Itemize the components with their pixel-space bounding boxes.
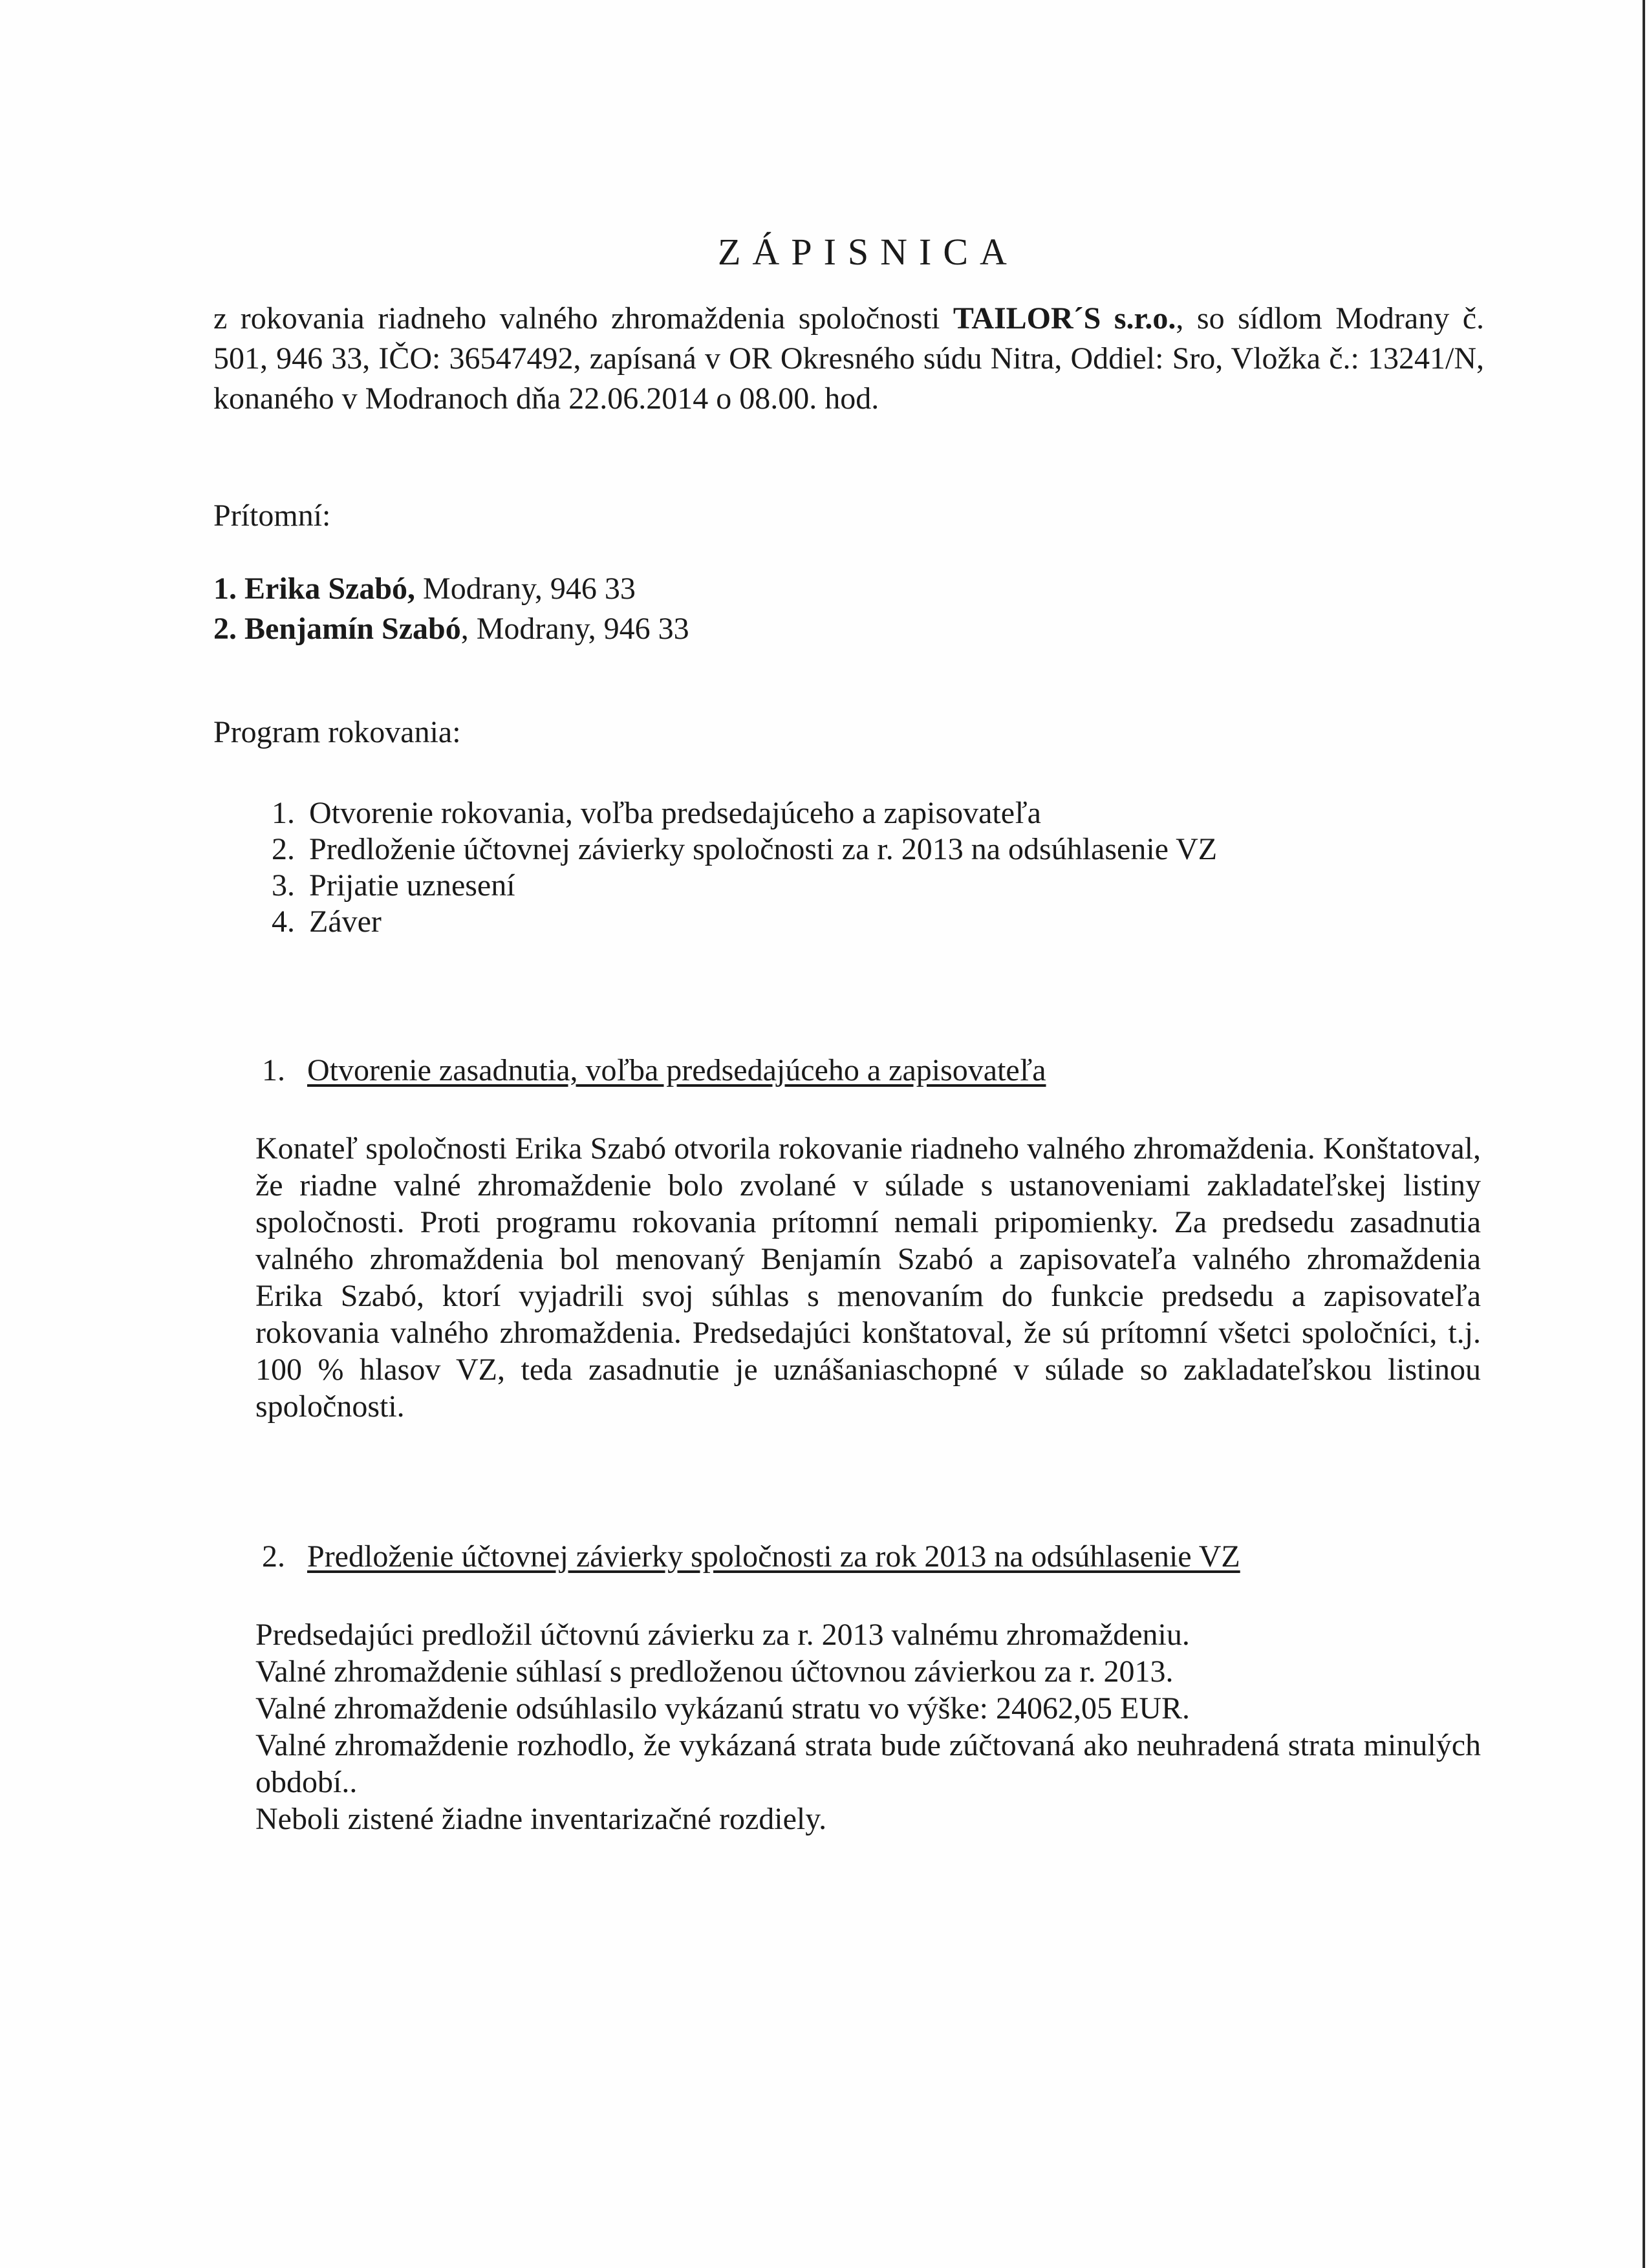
agenda-item-number: 3. (272, 868, 295, 903)
agenda-item-text: Záver (309, 904, 382, 939)
present-address: , Modrany, 946 33 (460, 612, 689, 646)
present-name: 2. Benjamín Szabó (213, 612, 461, 646)
agenda-item-number: 4. (272, 904, 295, 939)
section-2-body (255, 1616, 1481, 1837)
agenda-item-number: 2. (272, 832, 295, 866)
section-2-line: Neboli zistené žiadne inventarizačné rozdiely. (255, 1802, 827, 1836)
present-item (213, 609, 689, 649)
section-2-number: 2. (262, 1539, 285, 1574)
page-title: ZÁPISNICA (718, 231, 1018, 273)
scan-edge (1643, 0, 1645, 2268)
agenda-item-text: Prijatie uznesení (309, 868, 515, 903)
agenda-item-text: Otvorenie rokovania, voľba predsedajúceho a zapisovateľa (309, 796, 1041, 830)
intro-post-text: , so sídlom Modrany č. 501, 946 33, IČO: 36547492, zapísaná v OR Okresného súdu Nitra, Oddiel: Sro, Vložka č.: 13241/N, konaného v Modranoch dňa 22.06.2014 o 08.00. hod. (213, 301, 1484, 416)
agenda-item (272, 795, 1217, 831)
company-name: TAILOR´S s.r.o. (953, 301, 1176, 336)
section-2-line: Predsedajúci predložil účtovnú závierku za r. 2013 valnému zhromaždeniu. (255, 1618, 1190, 1652)
present-list (213, 569, 689, 649)
intro-pre-text: z rokovania riadneho valného zhromaždenia spoločnosti (213, 301, 953, 336)
section-1-heading (262, 1053, 1046, 1088)
agenda-item-number: 1. (272, 796, 295, 830)
agenda-item (272, 904, 1217, 940)
section-2-line: Valné zhromaždenie rozhodlo, že vykázaná strata bude zúčtovaná ako neuhradená strata minulých období.. (255, 1728, 1481, 1799)
agenda-item (272, 831, 1217, 868)
present-name: 1. Erika Szabó, (213, 572, 416, 606)
section-2-line: Valné zhromaždenie súhlasí s predloženou účtovnou závierkou za r. 2013. (255, 1654, 1174, 1689)
section-2-title: Predloženie účtovnej závierky spoločnosti za rok 2013 na odsúhlasenie VZ (307, 1539, 1240, 1574)
intro-paragraph (213, 299, 1484, 419)
agenda-label: Program rokovania: (213, 715, 461, 749)
agenda-item (272, 868, 1217, 904)
section-1-number: 1. (262, 1053, 285, 1087)
section-2-heading (262, 1539, 1240, 1574)
present-item (213, 569, 689, 609)
agenda-list (272, 795, 1217, 940)
section-1-title: Otvorenie zasadnutia, voľba predsedajúceho a zapisovateľa (307, 1053, 1046, 1087)
agenda-item-text: Predloženie účtovnej závierky spoločnosti za r. 2013 na odsúhlasenie VZ (309, 832, 1218, 866)
present-address: Modrany, 946 33 (415, 572, 636, 606)
section-1-body: Konateľ spoločnosti Erika Szabó otvorila rokovanie riadneho valného zhromaždenia. Konštatoval, že riadne valné zhromaždenie bolo zvolané v súlade s ustanoveniami zakladateľskej listiny spoločnosti. Proti programu rokovania prítomní nemali pripomienky. Za predsedu zasadnutia valného zhromaždenia bol menovaný Benjamín Szabó a zapisovateľa valného zhromaždenia Erika Szabó, ktorí vyjadrili svoj súhlas s menovaním do funkcie predsedu a zapisovateľa rokovania valného zhromaždenia. Predsedajúci konštatoval, že sú prítomní všetci spoločníci, t.j. 100 % hlasov VZ, teda zasadnutie je uznášaniaschopné v súlade so zakladateľskou listinou spoločnosti. (255, 1131, 1481, 1424)
present-label: Prítomní: (213, 498, 331, 533)
section-2-line: Valné zhromaždenie odsúhlasilo vykázanú stratu vo výške: 24062,05 EUR. (255, 1691, 1191, 1726)
